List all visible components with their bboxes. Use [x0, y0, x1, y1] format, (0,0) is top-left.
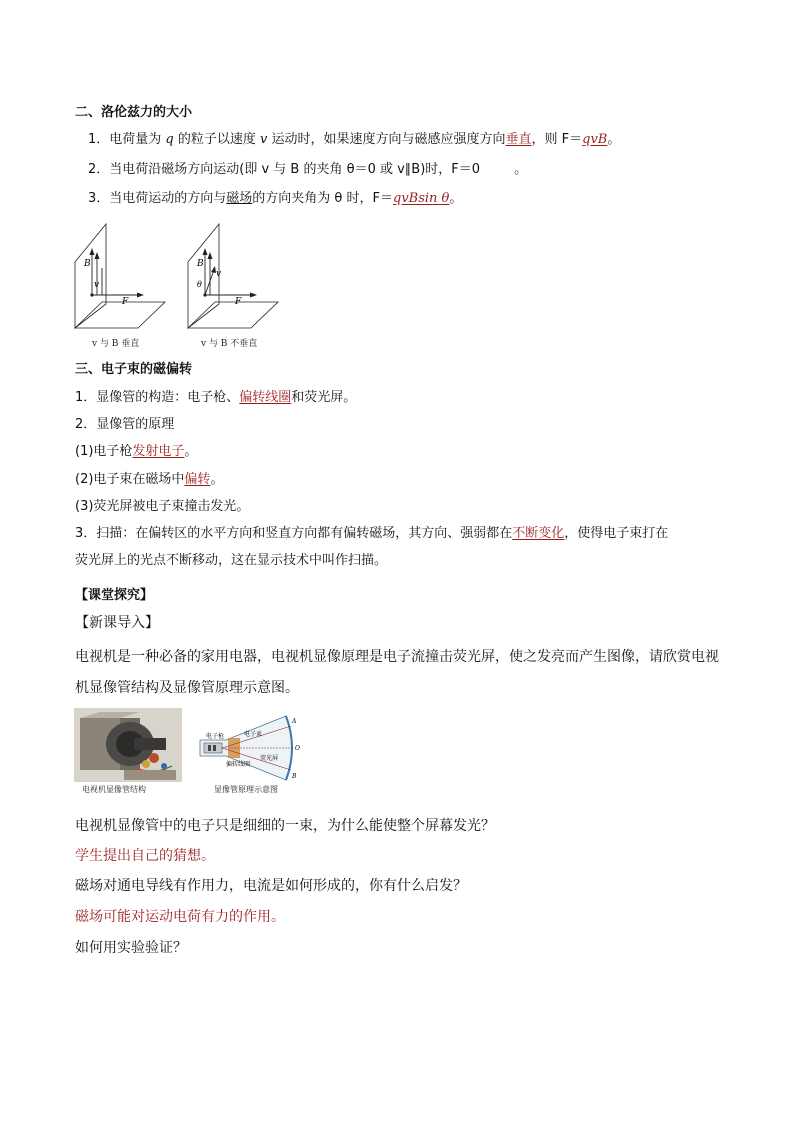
paragraph-3 [88, 187, 462, 206]
caption-crt-photo: 电视机显像管结构 [82, 785, 146, 794]
caption-perpendicular: v 与 B 垂直 [92, 339, 140, 349]
question-3: 如何用实验验证？ [75, 940, 187, 956]
caption-not-perpendicular: v 与 B 不垂直 [201, 339, 258, 349]
text: 3．扫描：在偏转区的水平方向和竖直方向都有偏转磁场，其方向、强弱都在 [75, 526, 513, 541]
text: 。 [184, 444, 198, 459]
text: 1．显像管的构造：电子枪、 [75, 390, 240, 405]
intro-paragraph-1: 电视机是一种必备的家用电器，电视机显像原理是电子流撞击荧光屏，使之发亮而产生图像，请欣赏电视 [75, 649, 719, 665]
text: (2)电子束在磁场中 [75, 472, 185, 487]
label-theta: θ [197, 280, 202, 289]
line-scan [75, 522, 668, 541]
text: ，则 F＝ [531, 132, 583, 147]
crt-structure-photo [74, 708, 182, 782]
diagram-not-perpendicular [188, 224, 278, 328]
line-screen: (3)荧光屏被电子束撞击发光。 [75, 499, 250, 514]
line-beam [75, 468, 223, 487]
text: 和荧光屏。 [291, 390, 357, 405]
label-gun: 电子枪 [206, 733, 225, 740]
label-O: O [295, 745, 300, 752]
answer-zero: 0 [471, 162, 481, 177]
label-F: F [235, 297, 242, 307]
text: 的方向夹角为 θ 时，F＝ [252, 191, 393, 206]
text: 。 [607, 132, 621, 147]
line-gun [75, 440, 197, 459]
label-v: v [216, 269, 222, 279]
text: 2．当电荷沿磁场方向运动(即 v 与 B 的夹角 θ＝0 或 v∥B)时，F＝ [88, 162, 472, 177]
label-F: F [122, 297, 129, 307]
label-coil: 偏转线圈 [226, 761, 251, 768]
text: (1)电子枪 [75, 444, 133, 459]
word-magnetic-field: 磁场 [226, 191, 253, 206]
text: 运动时，如果速度方向与磁感应强度方向 [267, 132, 506, 147]
symbol-q: q [165, 132, 174, 147]
answer-deflect: 偏转 [184, 472, 211, 487]
label-B: B [84, 259, 91, 269]
section-heading-lorentz: 二、洛伦兹力的大小 [75, 105, 193, 120]
line-scan-cont: 荧光屏上的光点不断移动，这在显示技术中叫作扫描。 [75, 553, 388, 568]
paragraph-2 [88, 158, 527, 177]
text: 。 [449, 191, 463, 206]
paragraph-1 [88, 128, 620, 147]
text: ，使得电子束打在 [564, 526, 669, 541]
text: 1．电荷量为 [88, 132, 166, 147]
label-screen: 荧光屏 [260, 755, 279, 762]
answer-emit-electrons: 发射电子 [132, 444, 185, 459]
question-1: 电视机显像管中的电子只是细细的一束，为什么能使整个屏幕发光？ [75, 818, 495, 834]
text: 的粒子以速度 [173, 132, 260, 147]
heading-class-explore: 【课堂探究】 [75, 588, 154, 603]
caption-crt-principle: 显像管原理示意图 [214, 785, 278, 794]
answer-qvbsin: qvBsin θ [393, 191, 450, 206]
answer-qvb: qvB [582, 132, 608, 147]
label-A: A [292, 718, 297, 725]
lorentz-force-diagram [70, 220, 280, 335]
symbol-v: v [260, 132, 268, 147]
section-heading-deflection: 三、电子束的磁偏转 [75, 362, 193, 377]
answer-2: 磁场可能对运动电荷有力的作用。 [75, 909, 285, 925]
diagram-perpendicular [75, 224, 165, 328]
label-v: v [94, 280, 100, 290]
answer-deflection-coil: 偏转线圈 [239, 390, 292, 405]
label-beam: 电子束 [244, 731, 263, 738]
text: 。 [514, 162, 528, 177]
answer-perpendicular: 垂直 [505, 132, 532, 147]
line-principle: 2．显像管的原理 [75, 417, 175, 432]
question-2: 磁场对通电导线有作用力，电流是如何形成的，你有什么启发？ [75, 878, 467, 894]
intro-paragraph-2: 机显像管结构及显像管原理示意图。 [75, 680, 299, 696]
text: 。 [210, 472, 224, 487]
crt-principle-diagram [198, 712, 302, 784]
text: 3．当电荷运动的方向与 [88, 191, 227, 206]
label-B: B [197, 259, 204, 269]
answer-constantly-changing: 不断变化 [512, 526, 565, 541]
heading-new-lesson: 【新课导入】 [75, 615, 159, 631]
label-B-point: B [292, 773, 297, 780]
answer-1: 学生提出自己的猜想。 [75, 848, 215, 864]
line-structure [75, 386, 356, 405]
